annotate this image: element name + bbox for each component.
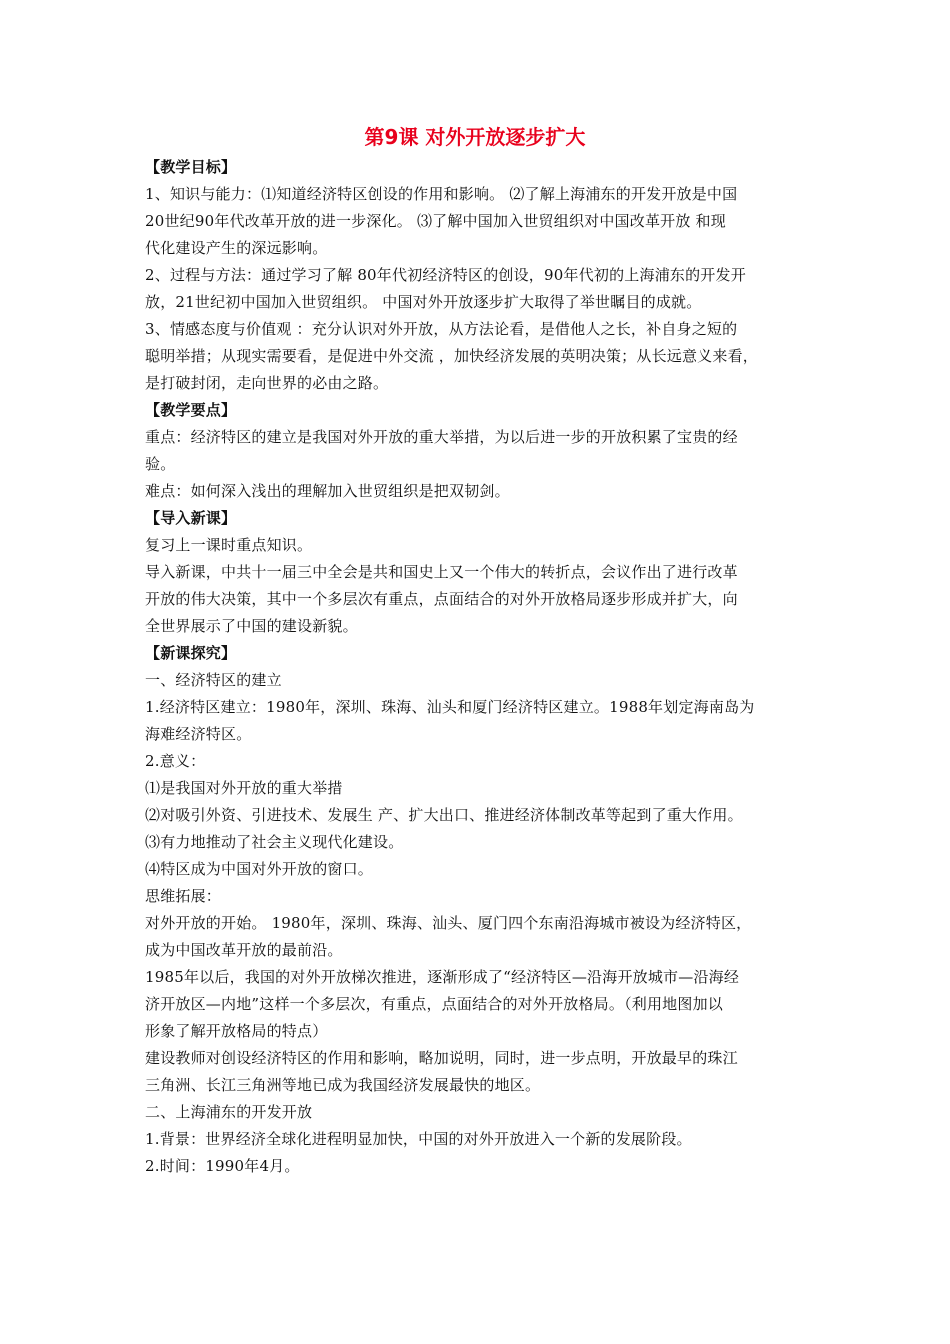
text-line: 成为中国改革开放的最前沿。: [145, 941, 343, 959]
text-line: 济开放区—内地”这样一个多层次，有重点，点面结合的对外开放格局。（利用地图加以: [145, 995, 723, 1013]
text-line: 二、上海浦东的开发开放: [145, 1103, 313, 1121]
text-line: 一、经济特区的建立: [145, 671, 282, 689]
text-line: 三角洲、长江三角洲等地已成为我国经济发展最快的地区。: [145, 1076, 541, 1094]
text-line: 放，21世纪初中国加入世贸组织。 中国对外开放逐步扩大取得了举世瞩目的成就。: [145, 293, 702, 311]
text-line: 全世界展示了中国的建设新貌。: [145, 617, 358, 635]
text-line: 思维拓展：: [145, 887, 222, 905]
text-line: 1.背景：世界经济全球化进程明显加快，中国的对外开放进入一个新的发展阶段。: [145, 1130, 692, 1148]
text-line: 导入新课，中共十一届三中全会是共和国史上又一个伟大的转折点，会议作出了进行改革: [145, 563, 738, 581]
lesson-title: 第9课 对外开放逐步扩大: [364, 125, 586, 149]
text-line: 对外开放的开始。 1980年，深圳、珠海、汕头、厦门四个东南沿海城市被设为经济特区，: [145, 914, 752, 932]
text-line: 形象了解开放格局的特点）: [145, 1022, 328, 1040]
text-line: 1985年以后，我国的对外开放梯次推进，逐渐形成了“经济特区—沿海开放城市—沿海经: [145, 968, 740, 986]
text-line: ⑴是我国对外开放的重大举措: [145, 779, 343, 797]
text-line: 是打破封闭，走向世界的必由之路。: [145, 374, 389, 392]
text-line: 海难经济特区。: [145, 725, 252, 743]
text-line: ⑵对吸引外资、引进技术、发展生 产、扩大出口、推进经济体制改革等起到了重大作用。: [145, 806, 743, 824]
text-line: 聪明举措；从现实需要看，是促进中外交流 ，加快经济发展的英明决策；从长远意义来看，: [145, 347, 758, 365]
text-line: 难点：如何深入浅出的理解加入世贸组织是把双韧剑。: [145, 482, 510, 500]
section-heading: 【教学目标】: [145, 158, 237, 176]
text-line: 2、过程与方法：通过学习了解 80年代初经济特区的创设，90年代初的上海浦东的开发开: [145, 266, 746, 284]
text-line: 代化建设产生的深远影响。: [145, 239, 328, 257]
text-line: 3、情感态度与价值观 ：充分认识对外开放，从方法论看，是借他人之长，补自身之短的: [145, 320, 738, 338]
text-line: 复习上一课时重点知识。: [145, 536, 313, 554]
text-line: 建设教师对创设经济特区的作用和影响，略加说明，同时，进一步点明，开放最早的珠江: [145, 1049, 738, 1067]
text-line: 验。: [145, 455, 176, 473]
text-line: 2.意义：: [145, 752, 206, 770]
text-line: 2.时间：1990年4月。: [145, 1157, 300, 1175]
text-line: 开放的伟大决策，其中一个多层次有重点，点面结合的对外开放格局逐步形成并扩大，向: [145, 590, 738, 608]
text-line: 1.经济特区建立：1980年，深圳、珠海、汕头和厦门经济特区建立。1988年划定海南岛为: [145, 698, 755, 716]
text-line: ⑶有力地推动了社会主义现代化建设。: [145, 833, 404, 851]
text-line: 重点：经济特区的建立是我国对外开放的重大举措，为以后进一步的开放积累了宝贵的经: [145, 428, 738, 446]
lesson-body: [145, 154, 815, 1180]
section-heading: 【导入新课】: [145, 509, 237, 527]
section-heading: 【新课探究】: [145, 644, 237, 662]
text-line: 20世纪90年代改革开放的进一步深化。 ⑶了解中国加入世贸组织对中国改革开放 和现: [145, 212, 726, 230]
text-line: ⑷特区成为中国对外开放的窗口。: [145, 860, 374, 878]
text-line: 1、知识与能力：⑴知道经济特区创设的作用和影响。 ⑵了解上海浦东的开发开放是中国: [145, 185, 738, 203]
section-heading: 【教学要点】: [145, 401, 237, 419]
